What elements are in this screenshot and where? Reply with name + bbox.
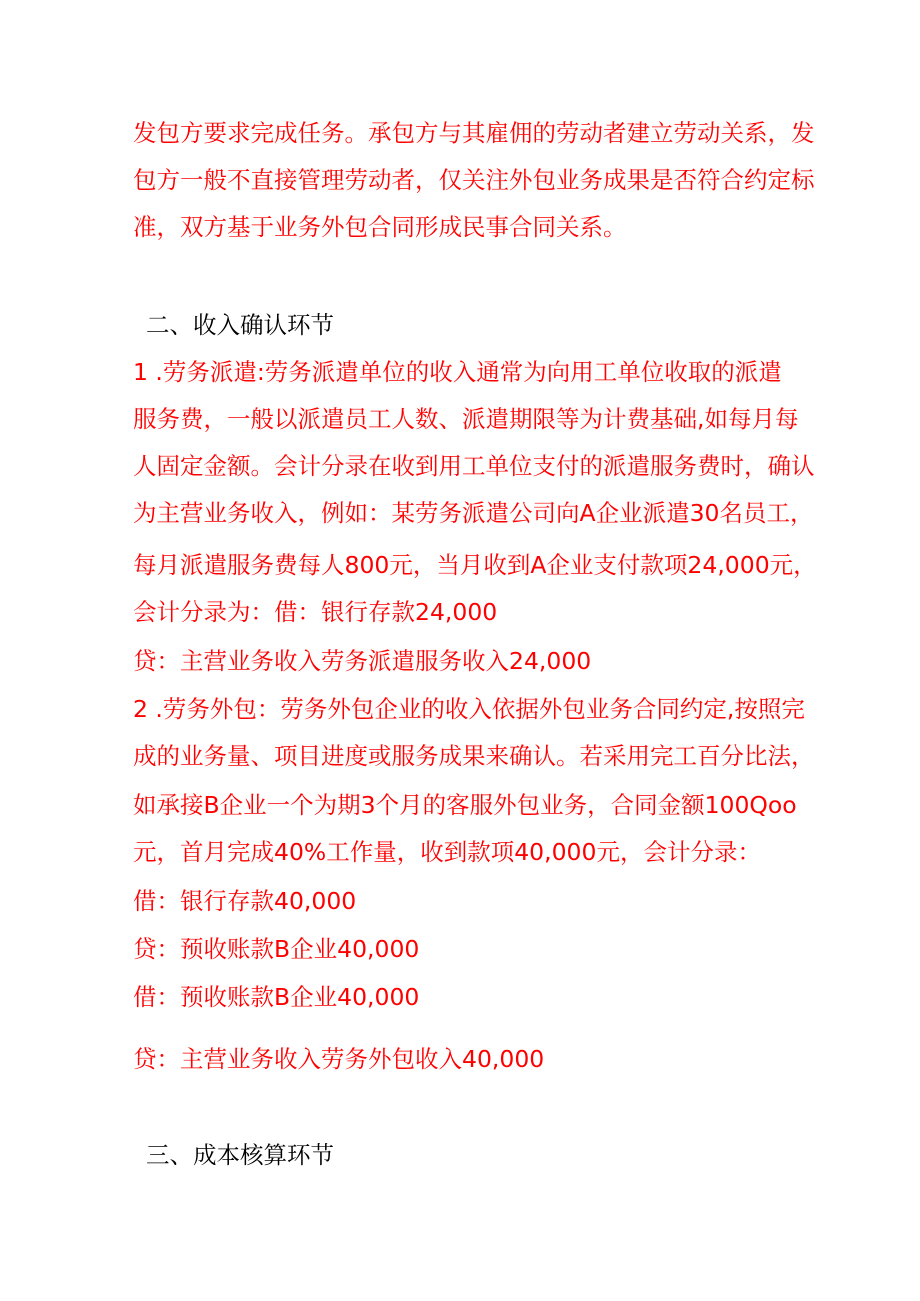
item2-line-4: 元，首月完成40%工作量，收到款项40,000元，会计分录： (133, 838, 761, 866)
item1-line-7: 贷：主营业务收入劳务派遣服务收入24,000 (133, 647, 592, 675)
item2-line-8: 贷：主营业务收入劳务外包收入40,000 (133, 1045, 545, 1073)
item1-line-6: 会计分录为：借：银行存款24,000 (133, 598, 498, 626)
item1-line-1: 1 .劳务派遣:劳务派遣单位的收入通常为向用工单位收取的派遣 (133, 358, 782, 386)
intro-line-2: 包方一般不直接管理劳动者，仅关注外包业务成果是否符合约定标 (133, 166, 815, 194)
item2-line-7: 借：预收账款B企业40,000 (133, 983, 420, 1011)
item2-line-5: 借：银行存款40,000 (133, 887, 357, 915)
intro-line-1: 发包方要求完成任务。承包方与其雇佣的劳动者建立劳动关系，发 (133, 119, 815, 147)
item2-line-3: 如承接B企业一个为期3个月的客服外包业务，合同金额100Qoo (133, 791, 797, 819)
item2-line-2: 成的业务量、项目进度或服务成果来确认。若采用完工百分比法， (133, 742, 815, 770)
item1-line-5: 每月派遣服务费每人800元，当月收到A企业支付款项24,000元， (133, 551, 817, 579)
item1-line-4: 为主营业务收入，例如：某劳务派遣公司向A企业派遣30名员工， (133, 499, 814, 527)
item1-line-3: 人固定金额。会计分录在收到用工单位支付的派遣服务费时，确认 (133, 452, 815, 480)
item2-line-1: 2 .劳务外包：劳务外包企业的收入依据外包业务合同约定,按照完 (133, 695, 805, 723)
item2-line-6: 贷：预收账款B企业40,000 (133, 935, 420, 963)
item1-line-2: 服务费，一般以派遣员工人数、派遣期限等为计费基础,如每月每 (133, 405, 799, 433)
section-3-heading: 三、成本核算环节 (146, 1141, 334, 1169)
intro-line-3: 准，双方基于业务外包合同形成民事合同关系。 (133, 213, 627, 241)
section-2-heading: 二、收入确认环节 (146, 311, 334, 339)
